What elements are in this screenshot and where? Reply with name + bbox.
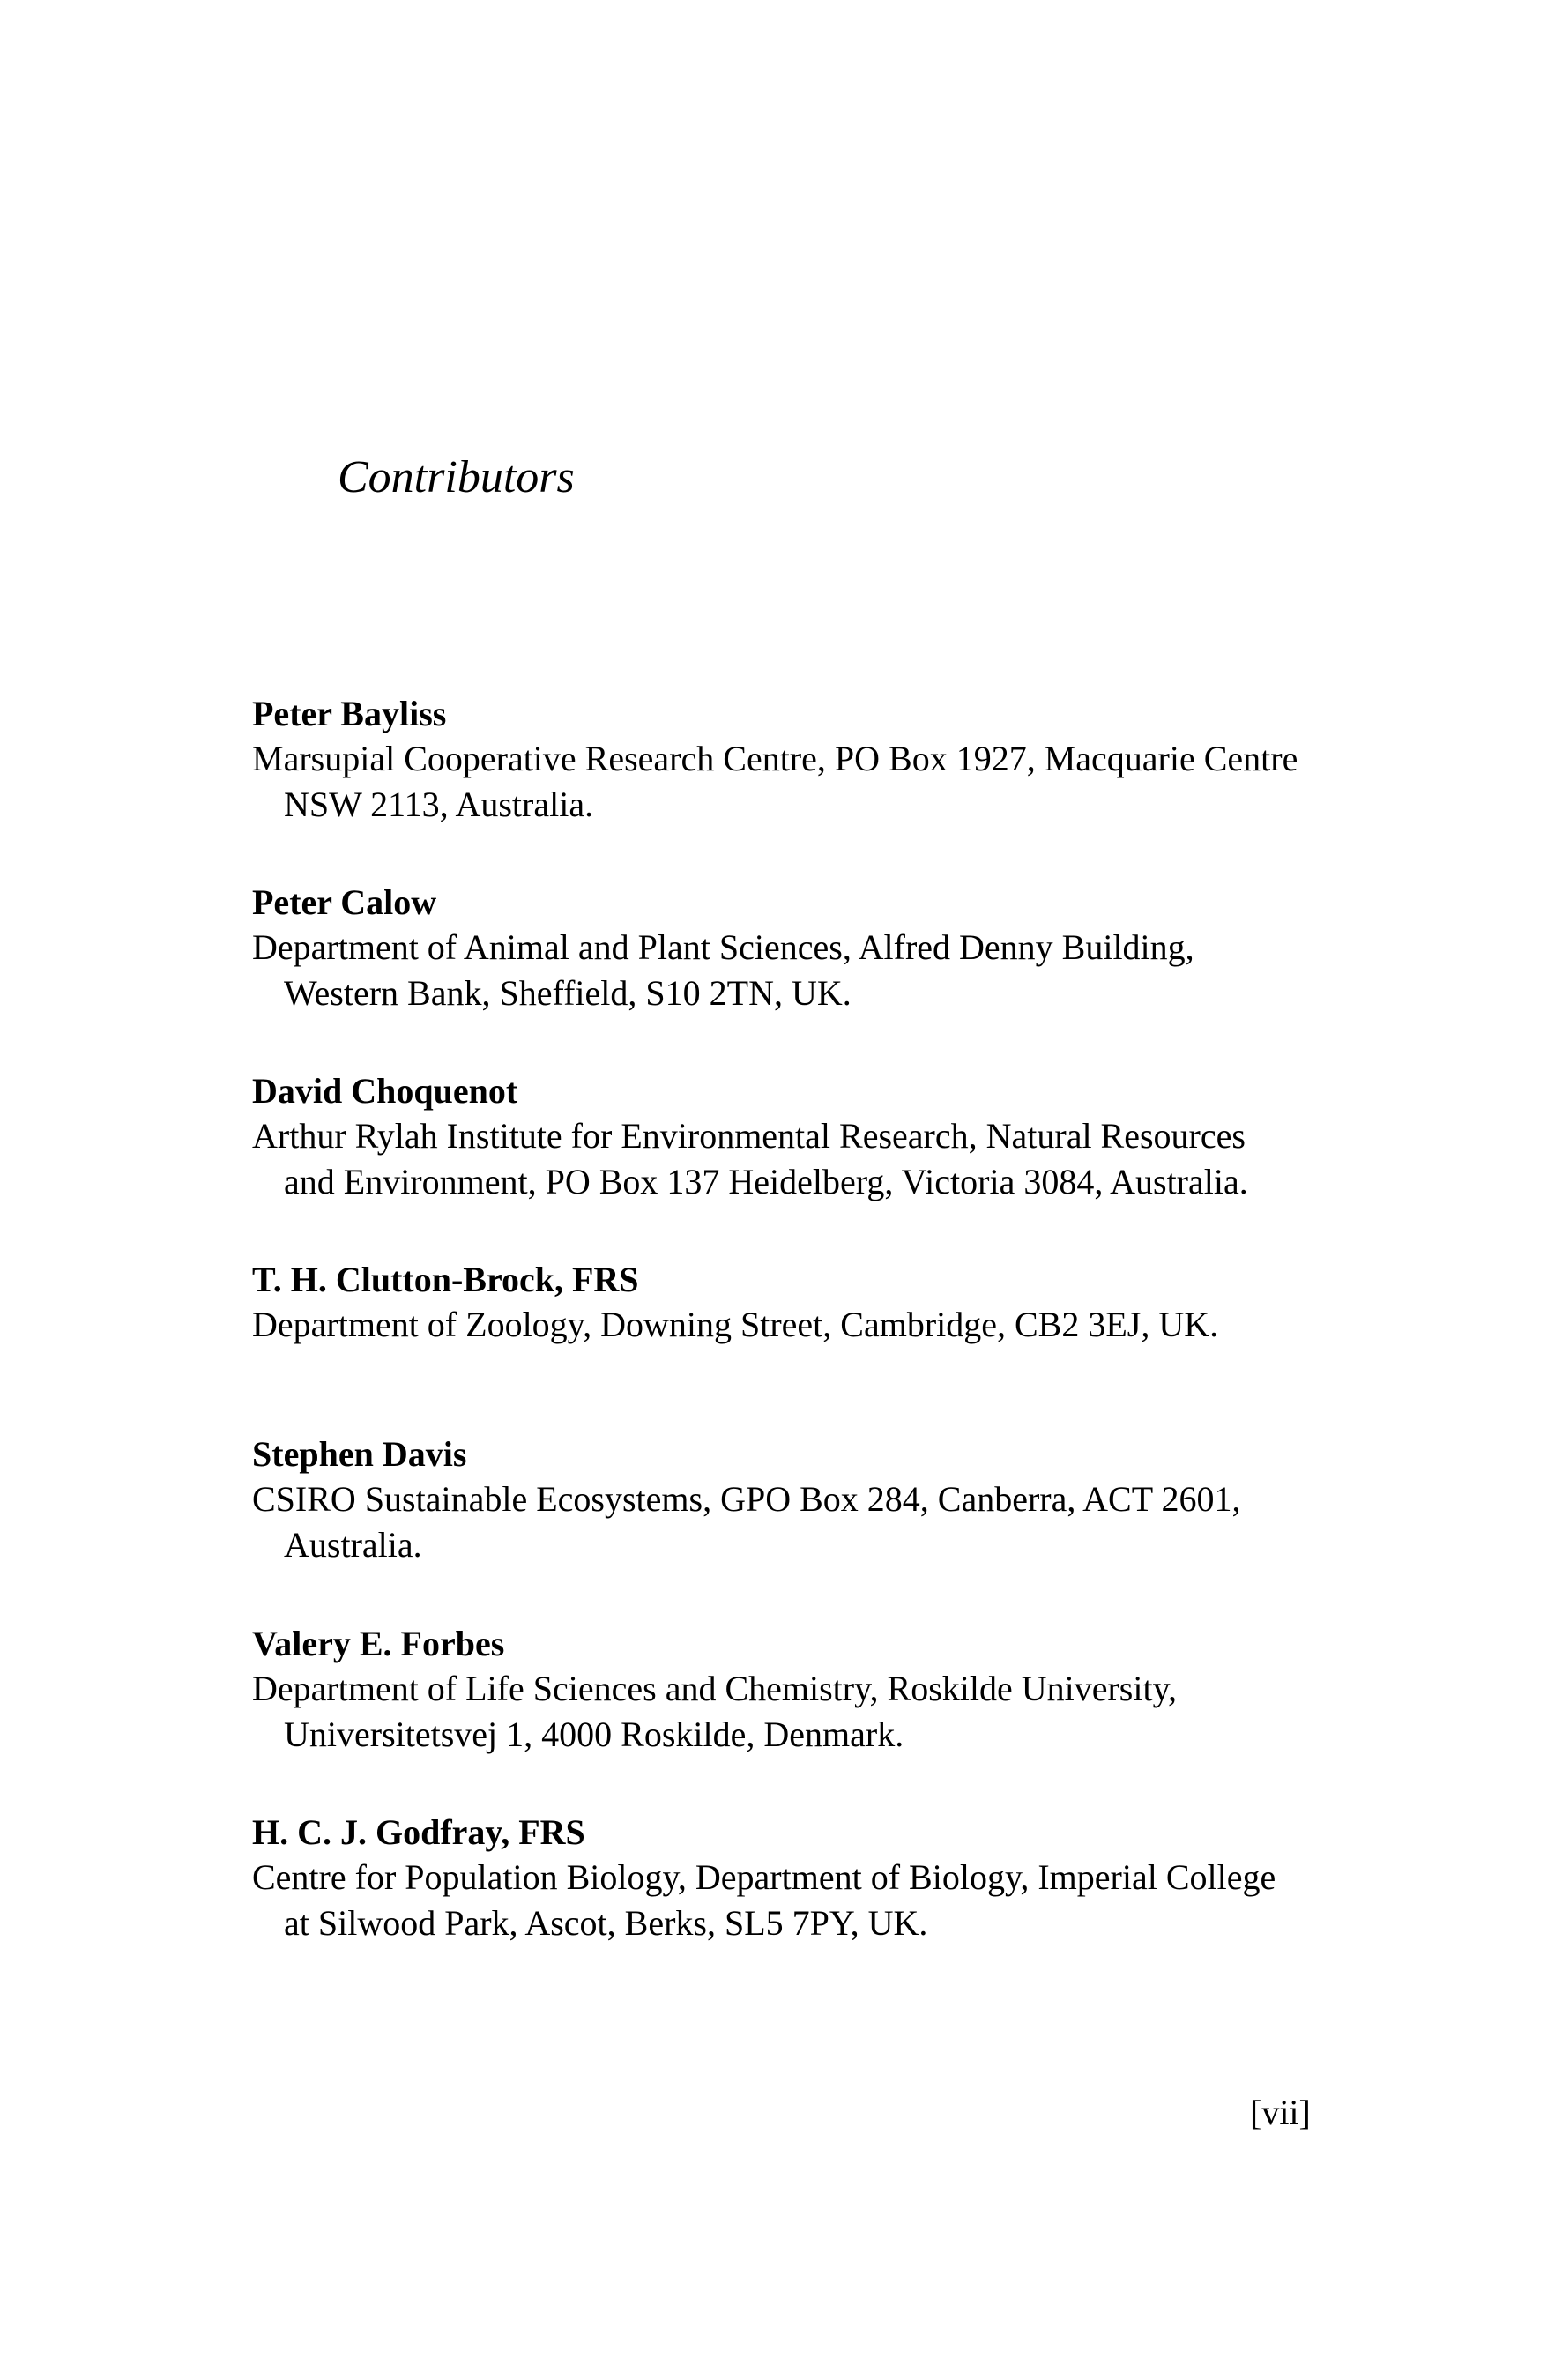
affiliation-line: Universitetsvej 1, 4000 Roskilde, Denmark.: [284, 1714, 904, 1754]
contributor-affiliation: [252, 1666, 1398, 1758]
contributor-name: Peter Calow: [252, 882, 437, 922]
affiliation-line: Western Bank, Sheffield, S10 2TN, UK.: [284, 973, 852, 1013]
contributor-entry: [252, 1258, 1398, 1348]
contributor-entry: [252, 1432, 1398, 1568]
contributor-entry: [252, 881, 1398, 1016]
contributor-affiliation: [252, 736, 1398, 828]
affiliation-line: Centre for Population Biology, Department of Biology, Imperial College: [252, 1857, 1276, 1897]
contributor-entry: [252, 1069, 1398, 1205]
page-number: [vii]: [1250, 2093, 1311, 2132]
affiliation-line: NSW 2113, Australia.: [284, 785, 594, 824]
affiliation-line: Department of Animal and Plant Sciences, Alfred Denny Building,: [252, 927, 1194, 967]
contributor-name: H. C. J. Godfray, FRS: [252, 1812, 585, 1852]
affiliation-line: Department of Life Sciences and Chemistry, Roskilde University,: [252, 1669, 1178, 1708]
contributor-affiliation: [252, 1302, 1398, 1348]
contributor-affiliation: [252, 1855, 1398, 1946]
contributor-name: Stephen Davis: [252, 1434, 467, 1474]
affiliation-line: and Environment, PO Box 137 Heidelberg, Victoria 3084, Australia.: [284, 1162, 1248, 1201]
affiliation-line: Department of Zoology, Downing Street, Cambridge, CB2 3EJ, UK.: [252, 1305, 1219, 1344]
contributor-affiliation: [252, 1476, 1398, 1568]
contributor-entry: [252, 1622, 1398, 1758]
affiliation-line: at Silwood Park, Ascot, Berks, SL5 7PY, UK.: [284, 1903, 928, 1943]
contributor-affiliation: [252, 1113, 1398, 1205]
affiliation-line: Arthur Rylah Institute for Environmental Research, Natural Resources: [252, 1116, 1246, 1156]
page-title: Contributors: [338, 452, 575, 502]
contributor-entry: [252, 692, 1398, 828]
contributor-affiliation: [252, 925, 1398, 1016]
contributor-name: Valery E. Forbes: [252, 1624, 505, 1663]
contributor-name: T. H. Clutton-Brock, FRS: [252, 1260, 639, 1299]
affiliation-line: Marsupial Cooperative Research Centre, PO Box 1927, Macquarie Centre: [252, 739, 1298, 778]
affiliation-line: CSIRO Sustainable Ecosystems, GPO Box 284, Canberra, ACT 2601,: [252, 1479, 1241, 1519]
contributor-entry: [252, 1811, 1398, 1946]
contributor-name: David Choquenot: [252, 1071, 518, 1111]
contributor-name: Peter Bayliss: [252, 694, 447, 733]
affiliation-line: Australia.: [284, 1525, 422, 1565]
